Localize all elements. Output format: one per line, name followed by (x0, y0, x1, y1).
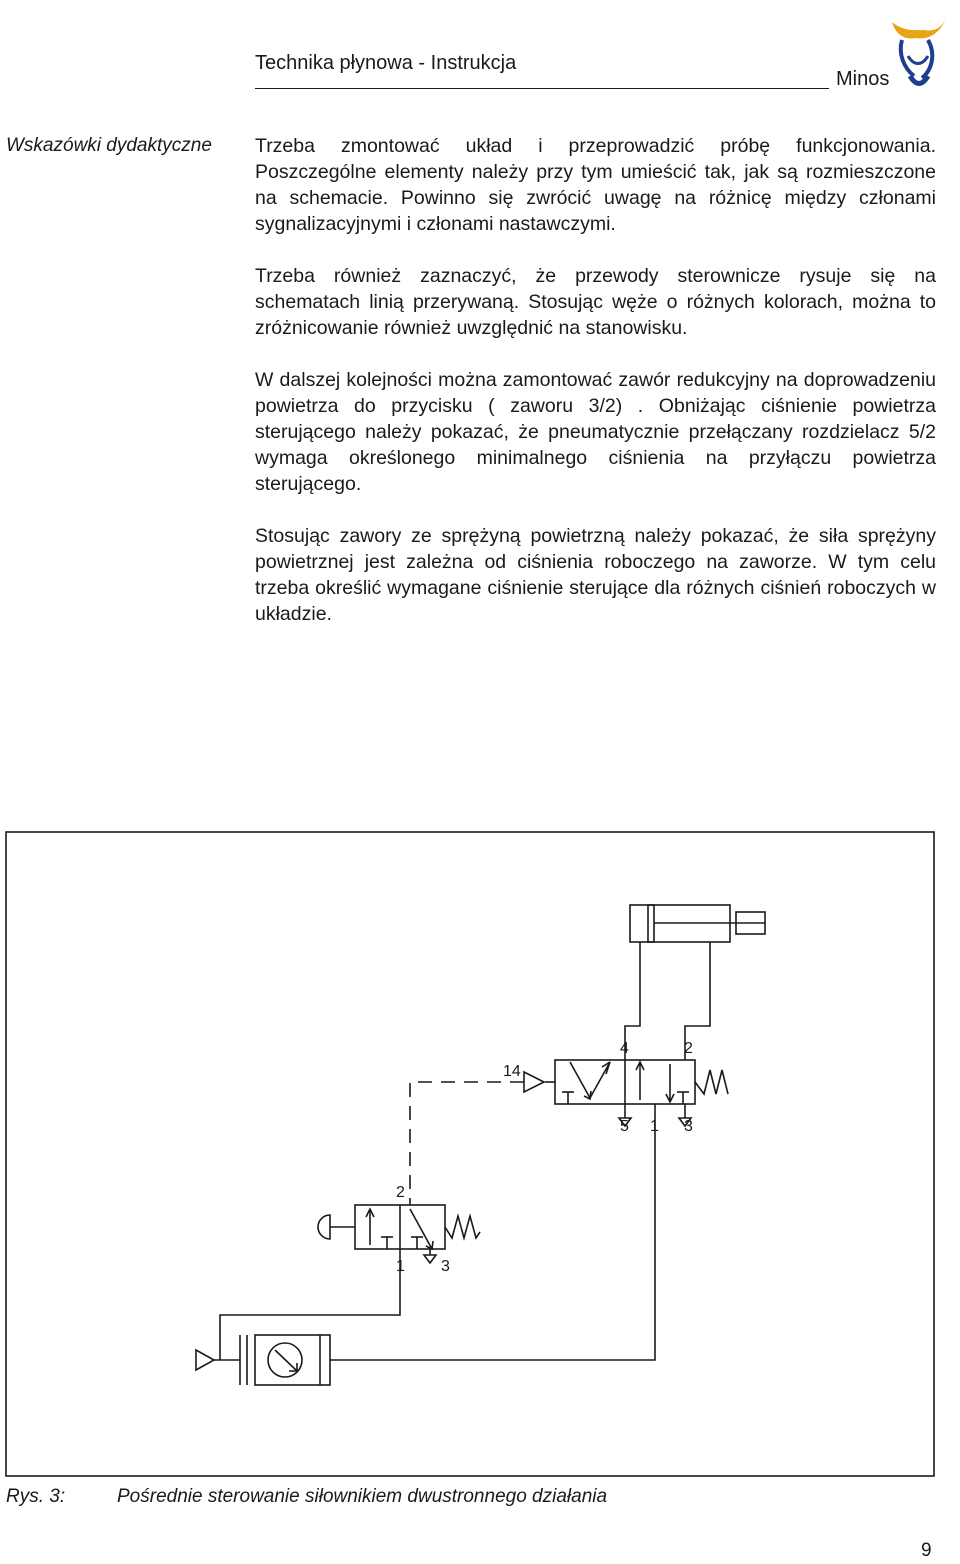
paragraph: Trzeba również zaznaczyć, że przewody sterownicze rysuje się na schematach linią przerywaną. Stosując węże o różnych kolorach, można to zróżnicowanie również uwzględnić na stanowisku. (255, 265, 936, 339)
header-title: Technika płynowa - Instrukcja (255, 52, 517, 74)
port-label-4: 4 (620, 1040, 629, 1057)
port-label-5: 5 (620, 1118, 629, 1135)
header-brand: Minos (836, 68, 890, 90)
paragraph: W dalszej kolejności można zamontować zawór redukcyjny na doprowadzeniu powietrza do przycisku ( zaworu 3/2) . Obniżając ciśnienie powietrza sterującego należy pokazać, że pneumatycznie przełączany rozdzielacz 5/2 wymaga określonego minimalnego ciśnienia na przyłączu powietrza sterującego. (255, 369, 936, 495)
supply-line-5-2 (330, 1118, 655, 1360)
port-label-14: 14 (503, 1063, 521, 1080)
paragraph: Trzeba zmontować układ i przeprowadzić próbę funkcjonowania. Poszczególne elementy należy przy tym umieścić tak, jak są rozmieszczone na schemacie. Powinno się zwrócić uwagę na różnicę między członami sygnalizacyjnymi i członami nastawczymi. (255, 135, 936, 235)
valve-3-2 (318, 1205, 480, 1263)
pressure-regulator (196, 1335, 330, 1385)
double-acting-cylinder (630, 905, 765, 942)
figure-frame (6, 832, 934, 1476)
caption-number: Rys. 3: (6, 1486, 66, 1507)
header-rule (255, 88, 829, 89)
body-text (255, 133, 936, 653)
port-label-3-2-1: 1 (396, 1258, 405, 1275)
page-number: 9 (921, 1540, 932, 1561)
caption-text: Pośrednie sterowanie siłownikiem dwustronnego działania (117, 1486, 608, 1507)
port-label-2: 2 (684, 1040, 693, 1057)
minos-bull-logo (888, 10, 950, 92)
valve-5-2 (524, 1060, 728, 1126)
side-label: Wskazówki dydaktyczne (6, 135, 212, 156)
port-label-3-2-3: 3 (441, 1258, 450, 1275)
port-label-1: 1 (650, 1118, 659, 1135)
pneumatic-circuit-diagram (0, 820, 960, 1490)
pilot-line (410, 1082, 524, 1205)
paragraph: Stosując zawory ze sprężyną powietrzną należy pokazać, że siła sprężyny powietrznej jest zależna od ciśnienia roboczego na zaworze. W tym celu trzeba określić wymagane ciśnienie sterujące dla różnych ciśnień roboczych w układzie. (255, 525, 936, 625)
port-label-3-2-2: 2 (396, 1184, 405, 1201)
port-label-3: 3 (684, 1118, 693, 1135)
